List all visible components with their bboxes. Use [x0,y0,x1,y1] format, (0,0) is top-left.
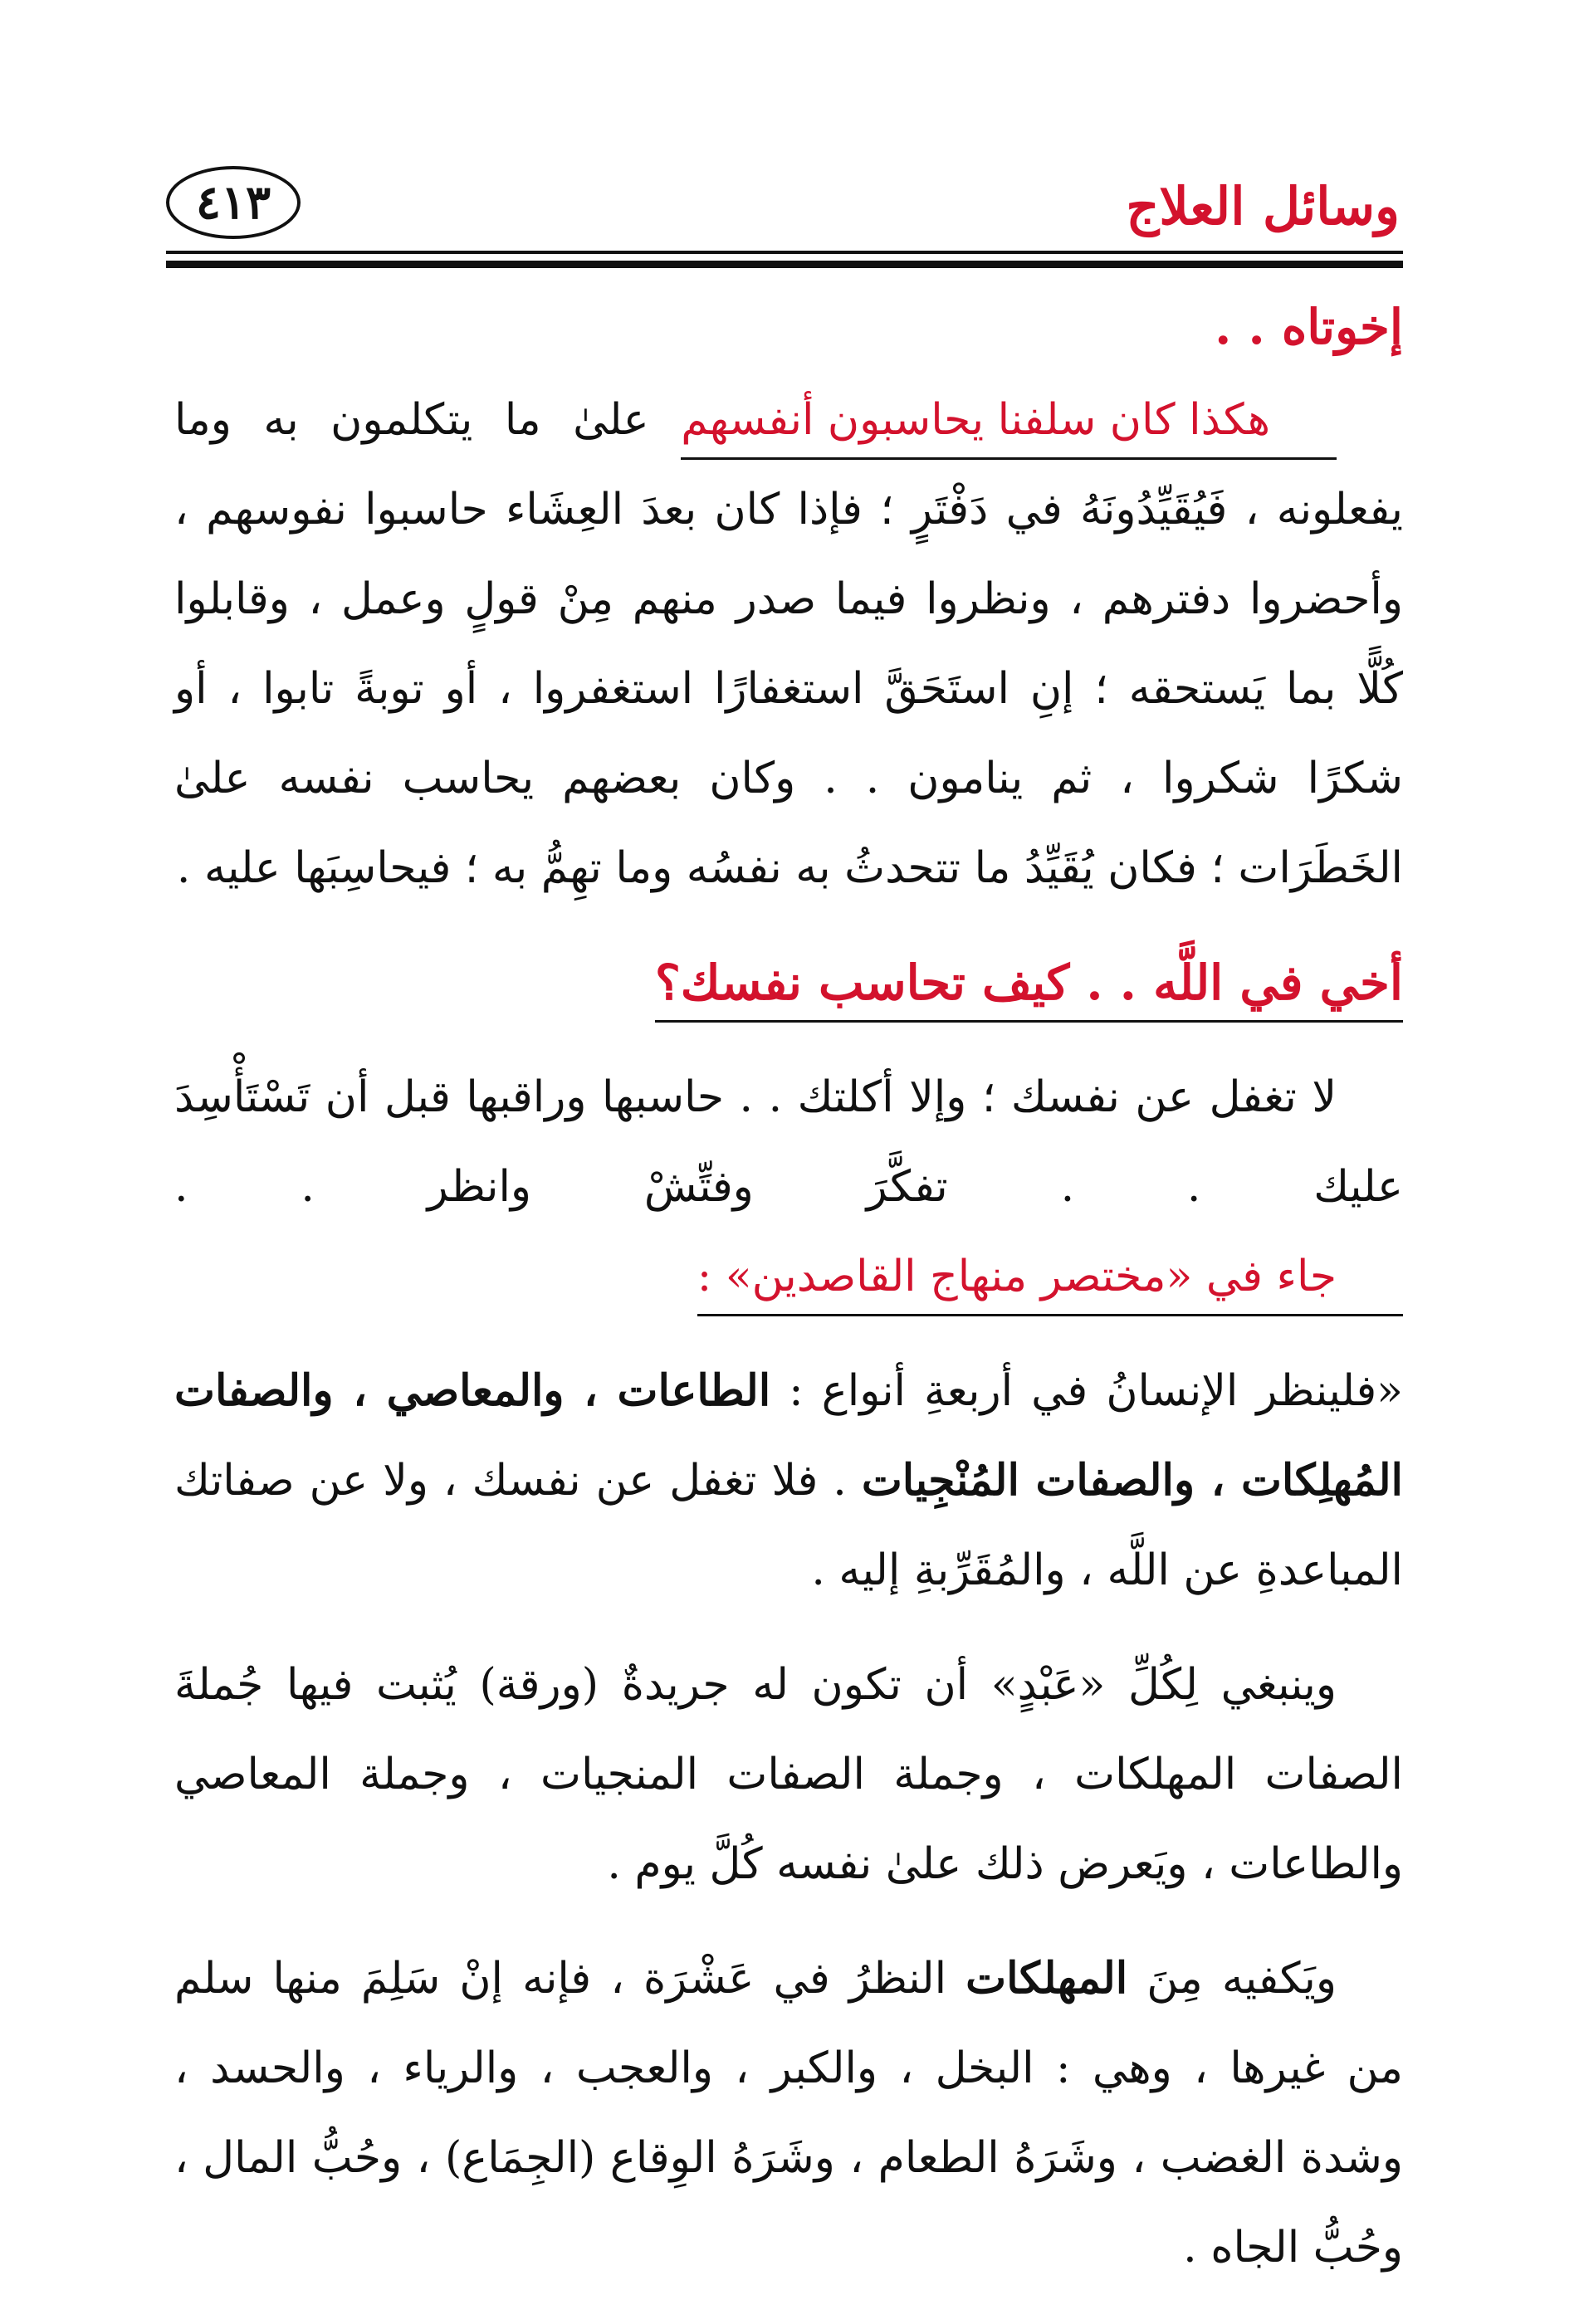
page-number-badge [166,166,301,239]
quote-rest: . فلا تغفل عن نفسك ، ولا عن صفاتك المباعدةِ عن اللَّه ، والمُقَرِّبةِ إليه . [174,1456,1403,1595]
paragraph-dont-neglect [174,1052,1403,1321]
paragraph-dont-neglect-text: لا تغفل عن نفسك ؛ وإلا أكلتك . . حاسبها وراقبها قبل أن تَسْتَأْسِدَ عليك . . تفكَّرَ وفتِّشْ وانظر . . [174,1072,1403,1212]
quote-bold-types: الطاعات ، والمعاصي ، والصفات المُهلِكات ، والصفات المُنْجِيات [174,1365,1403,1506]
heading-how-text: أخي في اللَّه . . كيف تحاسب نفسك؟ [655,945,1403,1023]
paragraph-salaf [174,375,1403,913]
destroyers-lead: ويَكفيه مِنَ [1127,1954,1337,2004]
header-rule-thick [166,261,1403,268]
source-citation: جاء في «مختصر منهاج القاصدين» : [697,1239,1403,1316]
quote-paragraph [174,1346,1403,1615]
running-title: وسائل العلاج [1126,176,1400,237]
quote-lead: «فلينظر الإنسانُ في أربعةِ أنواع : [770,1366,1403,1416]
page-number: ٤١٣ [195,175,271,230]
section-heading-brothers: إخوتاه . . [1215,299,1403,355]
page-content [174,282,1403,2292]
paragraph-ledger: وينبغي لِكُلِّ «عَبْدٍ» أن تكون له جريدةٌ (ورقة) يُثبت فيها جُملةَ الصفات المهلكات ، وجملة الصفات المنجيات ، وجملة المعاصي والطاعات ، ويَعرض ذلك علىٰ نفسه كُلَّ يوم . [174,1660,1403,1889]
header-rule-thin [166,251,1403,254]
paragraph-salaf-text: علىٰ ما يتكلمون به وما يفعلونه ، فَيُقَيِّدُونَهُ في دَفْتَرٍ ؛ فإذا كان بعدَ العِشَاء حاسبوا نفوسهم ، وأحضروا دفترهم ، ونظروا فيما صدر منهم مِنْ قولٍ وعمل ، وقابلوا كُلًّا بما يَستحقه ؛ إنِ استَحَقَّ استغفارًا استغفروا ، أو توبةً تابوا ، أو شكرًا شكروا ، ثم ينامون . . وكان بعضهم يحاسب نفسه علىٰ الخَطَرَات ؛ فكان يُقَيِّدُ ما تتحدثُ به نفسُه وما تهِمُّ به ؛ فيحاسِبَها عليه . [174,395,1403,893]
destroyers-bold: المهلكات [965,1953,1128,2004]
section-heading-how [174,938,1403,1028]
destroyers-rest: النظرُ في عَشْرَة ، فإنه إنْ سَلِمَ منها سلم من غيرها ، وهي : البخل ، والكبر ، والعجب ، والرياء ، والحسد ، وشدة الغضب ، وشَرَهُ الطعام ، وشَرَهُ الوِقاع (الجِمَاع) ، وحُبُّ المال ، وحُبُّ الجاه . [174,1954,1403,2273]
paragraph-destroyers [174,1934,1403,2292]
highlight-salaf: هكذا كان سلفنا يحاسبون أنفسهم [681,383,1337,460]
